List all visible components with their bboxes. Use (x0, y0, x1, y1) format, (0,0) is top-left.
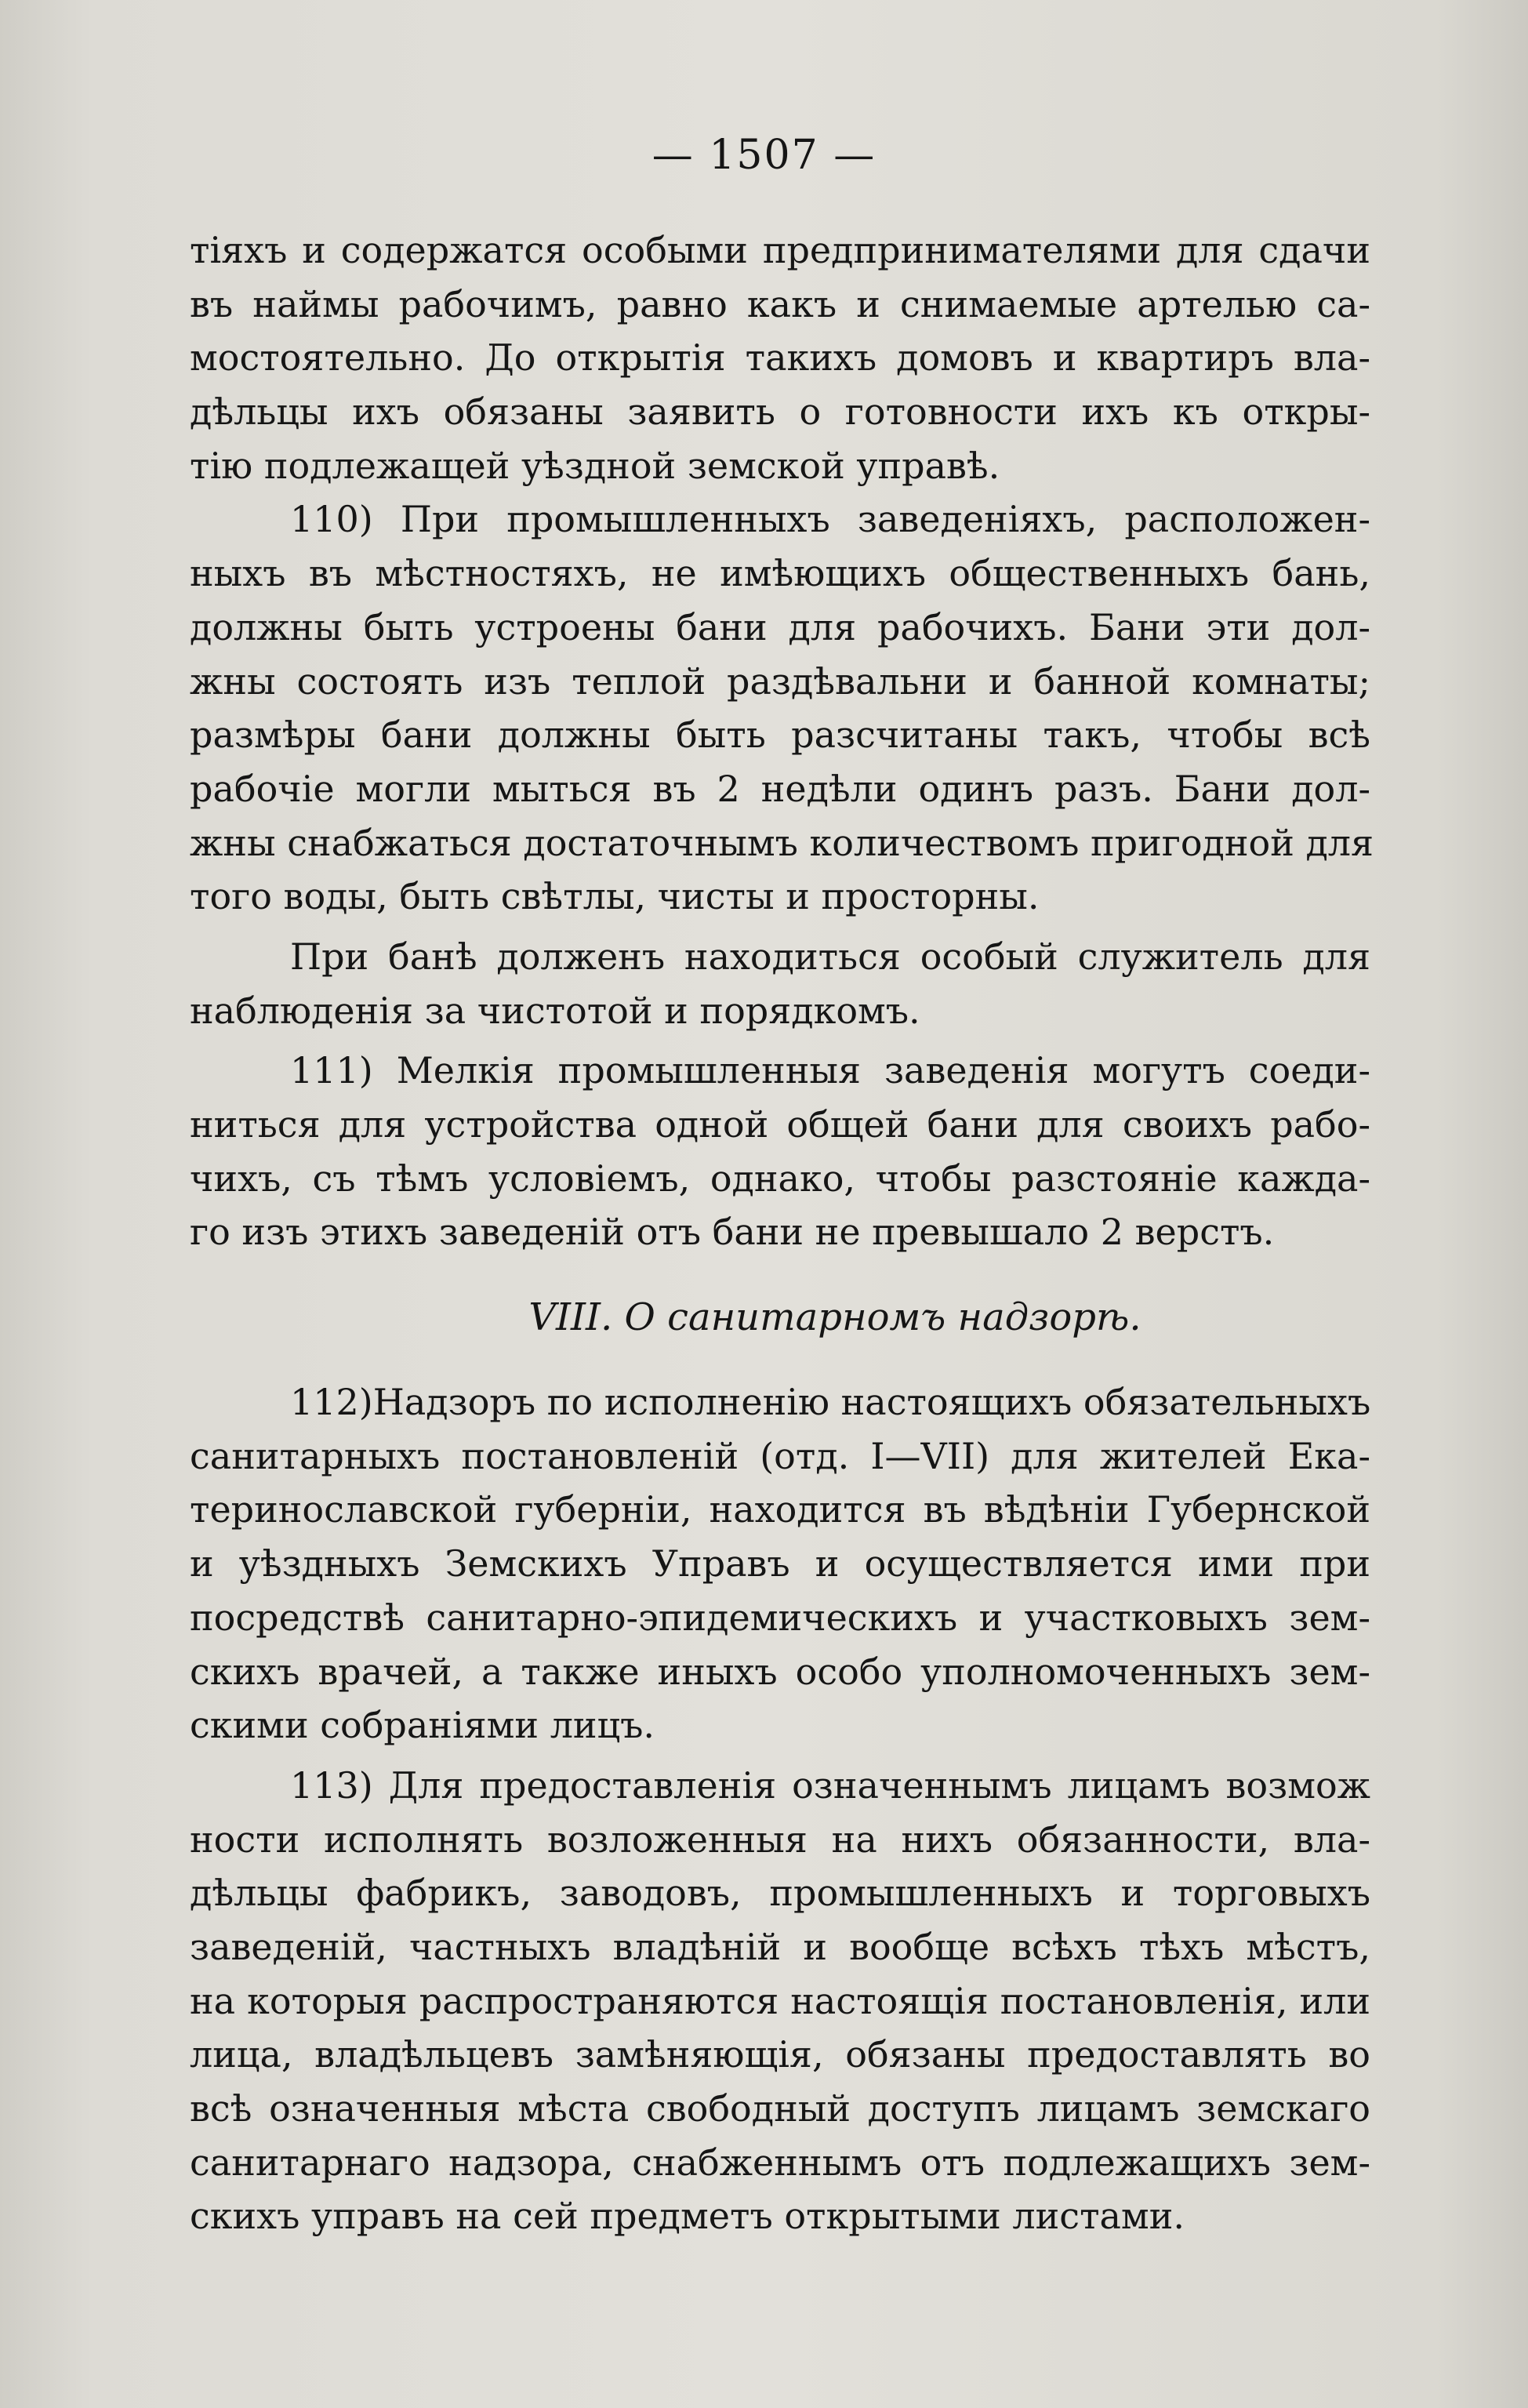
text-line: тіяхъ и содержатся особыми предпринимателями для сдачи (190, 229, 1370, 271)
page-number: — 1507 — (651, 132, 877, 179)
text-line: на которыя распространяются настоящія постановленія, или (190, 1979, 1370, 2022)
text-line: ныхъ въ мѣстностяхъ, не имѣющихъ общественныхъ бань, (190, 552, 1370, 595)
text-line: го изъ этихъ заведеній отъ бани не превышало 2 верстъ. (190, 1211, 1275, 1254)
text-line: дѣльцы фабрикъ, заводовъ, промышленныхъ и торговыхъ (190, 1872, 1370, 1915)
text-line: въ наймы рабочимъ, равно какъ и снимаемые артелью са- (190, 282, 1370, 325)
text-line: чихъ, съ тѣмъ условіемъ, однако, чтобы разстояніе кажда- (190, 1157, 1370, 1200)
text-line: жны снабжаться достаточнымъ количествомъ пригодной для (190, 821, 1374, 864)
text-line: размѣры бани должны быть разсчитаны такъ, чтобы всѣ (190, 714, 1370, 757)
text-line: скими собраніями лицъ. (190, 1704, 655, 1747)
paragraph-112-start: 112)Надзоръ по исполненію настоящихъ обязательныхъ (290, 1381, 1371, 1424)
body-text (190, 223, 1374, 2243)
paragraph-111-start: 111) Мелкія промышленныя заведенія могутъ соеди- (290, 1049, 1370, 1092)
text-line: того воды, быть свѣтлы, чисты и просторны. (190, 875, 1040, 918)
text-line: ности исполнять возложенныя на нихъ обязанности, вла- (190, 1818, 1370, 1861)
text-line: скихъ управъ на сей предметъ открытыми листами. (190, 2195, 1185, 2238)
text-line: рабочіе могли мыться въ 2 недѣли одинъ разъ. Бани дол- (190, 767, 1370, 810)
text-line: и уѣздныхъ Земскихъ Управъ и осуществляется ими при (190, 1542, 1370, 1585)
text-line: заведеній, частныхъ владѣній и вообще всѣхъ тѣхъ мѣстъ, (190, 1925, 1370, 1968)
text-line: всѣ означенныя мѣста свободный доступъ лицамъ земскаго (190, 2087, 1370, 2130)
text-line: лица, владѣльцевъ замѣняющія, обязаны предоставлять во (190, 2033, 1370, 2076)
text-line: скихъ врачей, а также иныхъ особо уполномоченныхъ зем- (190, 1650, 1370, 1693)
paragraph-113-start: 113) Для предоставленія означеннымъ лицамъ возмож (290, 1763, 1370, 1807)
text-line: ниться для устройства одной общей бани для своихъ рабо- (190, 1103, 1370, 1146)
text-line: дѣльцы ихъ обязаны заявить о готовности ихъ къ откры- (190, 390, 1370, 434)
text-line: мостоятельно. До открытія такихъ домовъ и квартиръ вла- (190, 336, 1370, 380)
text-line: наблюденія за чистотой и порядкомъ. (190, 989, 920, 1032)
text-line: жны состоять изъ теплой раздѣвальни и банной комнаты; (190, 659, 1370, 703)
text-line: теринославской губерніи, находится въ вѣдѣніи Губернской (190, 1488, 1370, 1531)
text-line: посредствѣ санитарно-эпидемическихъ и участковыхъ зем- (190, 1596, 1370, 1639)
paragraph-110-start: 110) При промышленныхъ заведеніяхъ, расположен- (290, 498, 1370, 541)
text-line: должны быть устроены бани для рабочихъ. Бани эти дол- (190, 605, 1370, 648)
text-line: санитарныхъ постановленій (отд. I—VII) для жителей Ека- (190, 1434, 1370, 1477)
text-line: тію подлежащей уѣздной земской управѣ. (190, 444, 1000, 487)
section-heading: VIII. О санитарномъ надзорѣ. (528, 1295, 1141, 1340)
paragraph-bath-attendant: При банѣ долженъ находиться особый служитель для (290, 935, 1370, 978)
text-line: санитарнаго надзора, снабженнымъ отъ подлежащихъ зем- (190, 2141, 1370, 2184)
